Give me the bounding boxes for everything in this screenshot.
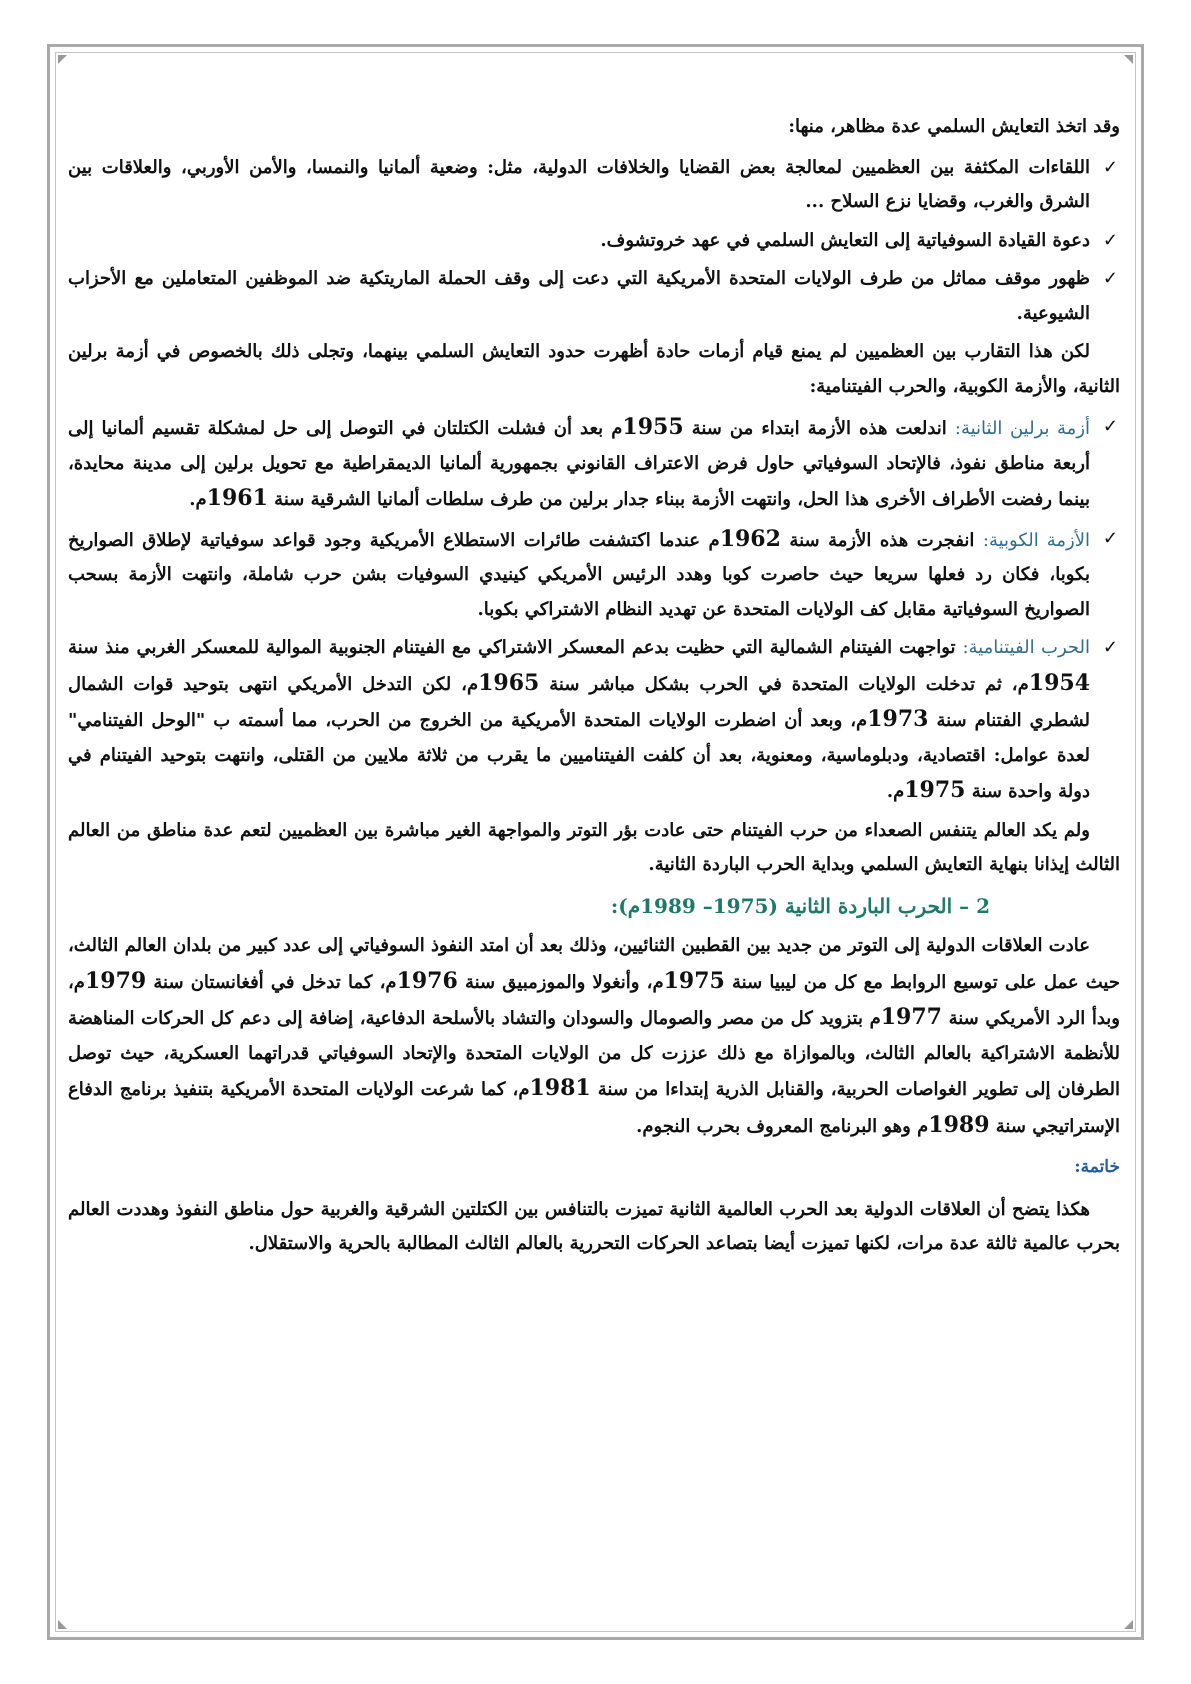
text-run: م، وبدأ الرد الأمريكي سنة — [68, 971, 1121, 1029]
year: 1962 — [719, 525, 781, 552]
conclusion-paragraph: هكذا يتضح أن العلاقات الدولية بعد الحرب العالمية الثانية تميزت بالتنافس بين الكتلتين الشرقية والغربية حول مناطق النفوذ وهددت العالم بحرب عالمية ثالثة عدة مرات، لكنها تميزت أيضا بتصاعد الحركات التحررية بالعالم الثالث المطالبة بالحرية والاستقلال. — [68, 1198, 1120, 1254]
text-run: م وهو البرنامج المعروف بحرب النجوم. — [636, 1115, 929, 1137]
check-icon: ✓ — [1102, 156, 1118, 178]
check-icon: ✓ — [1102, 637, 1118, 658]
crises-intro-paragraph: لكن هذا التقارب بين العظميين لم يمنع قيام أزمات حادة أظهرت حدود التعايش السلمي بينهما، وتجلى ذلك بالخصوص في أزمة برلين الثانية، والأزمة الكوبية، والحرب الفيتنامية: — [68, 341, 1120, 397]
crisis-term: الأزمة الكوبية: — [982, 529, 1090, 551]
text-run: م، ثم تدخلت الولايات المتحدة في الحرب بشكل مباشر سنة — [539, 673, 1029, 695]
text-run: م. — [189, 489, 207, 510]
year: 1976 — [396, 967, 458, 994]
year: 1981 — [529, 1075, 591, 1101]
crisis-vietnam — [68, 631, 1120, 810]
corner-ornament — [1124, 55, 1133, 64]
crisis-berlin — [68, 410, 1120, 518]
heading-run: 2 – الحرب الباردة الثانية ( — [768, 893, 990, 918]
check-icon: ✓ — [1102, 527, 1118, 549]
check-icon: ✓ — [1102, 229, 1118, 251]
text-run: عادت العلاقات الدولية إلى التوتر من جديد بين القطبين الثنائيين، وذلك بعد أن امتد النفوذ السوفياتي إلى عدد كبير من بلدان العالم الثالث، حيث عمل على توسيع الروابط مع كل من ليبيا سنة — [68, 935, 1120, 993]
year: 1954 — [1028, 669, 1090, 696]
corner-ornament — [58, 1620, 67, 1629]
document-body — [68, 110, 1120, 1268]
year: 1975 — [904, 777, 966, 803]
text-run: م بتزويد كل من مصر والصومال والسودان والتشاد بالأسلحة الدفاعية، إضافة إلى دعم كل الحركات المناهضة للأنظمة الاشتراكية بالعالم الثالث، وبالموازاة مع ذلك عززت كل من الولايات المتحدة والإتحاد السوفياتي قدراتهما العسكرية، حيث توصل الطرفان إلى تطوير الغواصات الحربية، والقنابل الذرية إبتداءا من سنة — [68, 1008, 1120, 1100]
list-item — [68, 262, 1120, 331]
list-item — [68, 224, 1120, 259]
year: 1975 — [663, 967, 725, 994]
list-item-text: اللقاءات المكثفة بين العظميين لمعالجة بعض القضايا والخلافات الدولية، مثل: وضعية ألمانيا والنمسا، والأمن الأوربي، والعلاقات بين الشرق والغرب، وقضايا نزع السلاح ... — [68, 156, 1090, 212]
check-icon: ✓ — [1102, 268, 1118, 289]
check-icon: ✓ — [1102, 416, 1118, 437]
text-run: م، وبعد أن اضطرت الولايات المتحدة الأمريكية من الخروج من الحرب، مما أسمته ب "الوحل الفيتنامي" لعدة عوامل: اقتصادية، ودبلوماسية، ومعنوية، بعد أن كلفت الفيتناميين ما يقرب من ثلاثة ملايين من القتلى، وانتهت بتوحيد الفيتنام في دولة واحدة سنة — [68, 710, 1090, 802]
section2-paragraph — [68, 929, 1120, 1144]
year: 1977 — [880, 1004, 942, 1030]
crisis-cuba — [68, 522, 1120, 628]
text-run: م، كما شرعت الولايات المتحدة الأمريكية بتنفيذ برنامج الدفاع الإستراتيجي سنة — [68, 1079, 1120, 1137]
text-run: انفجرت هذه الأزمة سنة — [780, 529, 983, 551]
list-item-text: دعوة القيادة السوفياتية إلى التعايش السلمي في عهد خروتشوف. — [600, 229, 1090, 251]
year: 1965 — [478, 669, 540, 696]
section-heading — [68, 889, 1120, 924]
text-run: م عندما اكتشفت طائرات الاستطلاع الأمريكية وجود قواعد سوفياتية لإطلاق الصواريخ بكوبا، فكان رد فعلها سريعا حيث حاصرت كوبا وهدد الرئيس الأمريكي كينيدي السوفيات بشن حرب شاملة، وانتهت الأزمة بسحب الصواريخ السوفياتية مقابل كف الولايات المتحدة عن تهديد النظام الاشتراكي بكوبا. — [68, 529, 1090, 620]
crisis-term: الحرب الفيتنامية: — [962, 637, 1090, 658]
year: 1979 — [84, 967, 147, 994]
heading-run: م): — [610, 893, 641, 918]
text-run: تواجهت الفيتنام الشمالية التي حظيت بدعم المعسكر الاشتراكي مع الفيتنام الجنوبية الموالية للمعسكر الغربي منذ سنة — [68, 637, 963, 658]
year: 1961 — [206, 485, 268, 511]
corner-ornament — [1124, 1620, 1133, 1629]
heading-years: 1975– 1989 — [640, 893, 769, 918]
year: 1989 — [928, 1111, 990, 1138]
crisis-term: أزمة برلين الثانية: — [954, 418, 1091, 439]
list-item-text: ظهور موقف مماثل من طرف الولايات المتحدة الأمريكية التي دعت إلى وقف الحملة الماريتكية ضد الموظفين المتعاملين مع الأحزاب الشيوعية. — [68, 268, 1090, 324]
list-item — [68, 151, 1120, 220]
conclusion-heading: خاتمة: — [1074, 1157, 1120, 1177]
text-run: اندلعت هذه الأزمة ابتداء من سنة — [683, 418, 955, 439]
manifestations-list — [68, 151, 1120, 332]
text-run: م، كما تدخل في أفغانستان سنة — [146, 971, 397, 993]
corner-ornament — [58, 55, 67, 64]
year: 1955 — [622, 414, 684, 440]
text-run: م، لكن التدخل الأمريكي انتهى بتوحيد قوات الشمال لشطري الفتنام سنة — [68, 673, 1091, 731]
crises-list — [68, 410, 1120, 810]
transition-paragraph: ولم يكد العالم يتنفس الصعداء من حرب الفيتنام حتى عادت بؤر التوتر والمواجهة الغير مباشرة بين العظميين لتعم عدة مناطق من العالم الثالث إيذانا بنهاية التعايش السلمي وبداية الحرب الباردة الثانية. — [68, 819, 1120, 875]
year: 1973 — [867, 706, 929, 732]
text-run: م، وأنغولا والموزمبيق سنة — [457, 971, 664, 993]
intro-paragraph: وقد اتخذ التعايش السلمي عدة مظاهر، منها: — [788, 116, 1120, 137]
text-run: م. — [886, 781, 905, 802]
text-run: م بعد أن فشلت الكتلتان في التوصل إلى حل لمشكلة تقسيم ألمانيا إلى أربعة مناطق نفوذ، فالإتحاد السوفياتي حاول فرض الاعتراف القانوني بجمهورية ألمانيا الديمقراطية مع تحويل برلين إلى مدينة محايدة، بينما رفضت الأطراف الأخرى هذا الحل، وانتهت الأزمة ببناء جدار برلين من طرف سلطات ألمانيا الشرقية سنة — [68, 418, 1090, 510]
